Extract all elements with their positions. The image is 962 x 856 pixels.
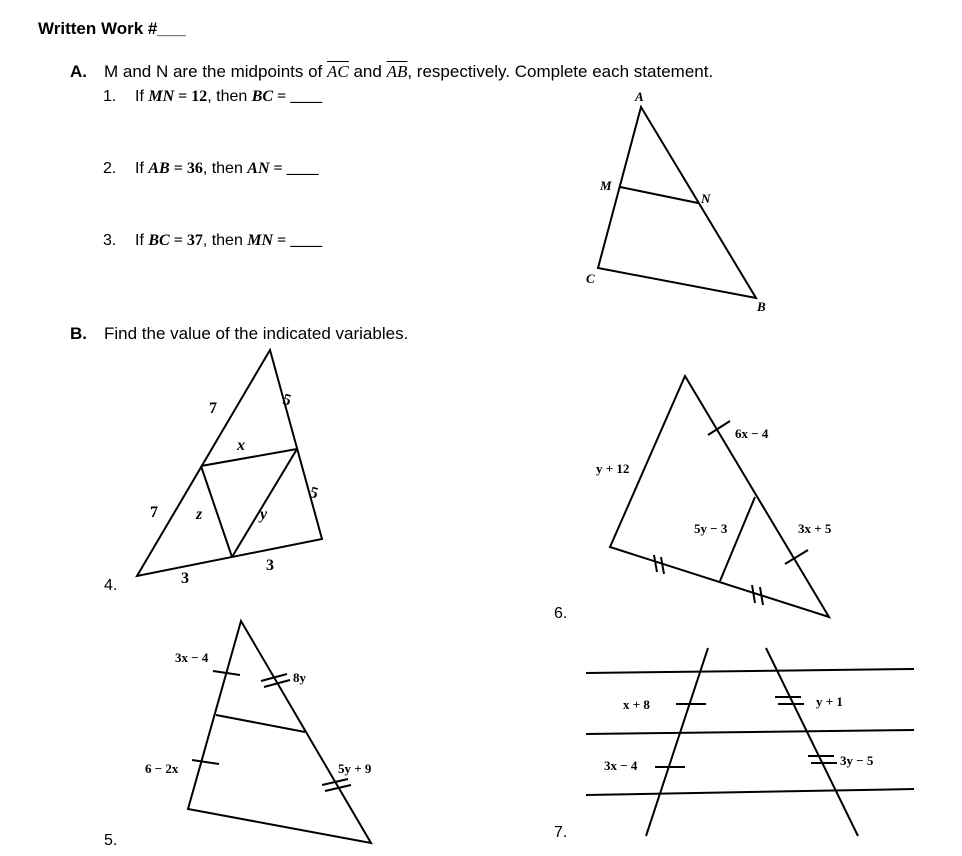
item-text: If <box>135 88 149 105</box>
label-8y: 8y <box>293 670 306 685</box>
label-3x+5: 3x + 5 <box>798 521 832 536</box>
label-3x-4: 3x − 4 <box>175 650 209 665</box>
item-text: , then <box>207 88 252 105</box>
problem-5-number: 5. <box>104 832 118 849</box>
label-3x-4-b: 3x − 4 <box>604 758 638 773</box>
part-a-letter: A. <box>70 62 87 81</box>
vertex-b-label: B <box>757 299 766 314</box>
part-b-letter: B. <box>70 324 87 343</box>
label-x: x <box>237 437 245 454</box>
item-number: 3. <box>103 232 117 249</box>
item-var: AB <box>148 160 170 177</box>
problem-6-figure <box>610 376 829 617</box>
item-eq: = <box>169 232 187 249</box>
item-number: 2. <box>103 160 117 177</box>
item-text: If <box>135 232 149 249</box>
item-value: 36 <box>186 160 203 177</box>
item-text: If <box>135 160 149 177</box>
vertex-a-label: A <box>635 89 644 104</box>
item-var: BC <box>251 88 274 105</box>
item-var: BC <box>148 232 170 249</box>
part-b-prompt: Find the value of the indicated variables. <box>104 324 409 343</box>
label-5y-3: 5y − 3 <box>694 521 728 536</box>
label-6x-4: 6x − 4 <box>735 426 769 441</box>
label-y+1: y + 1 <box>816 694 843 709</box>
label-y: y <box>260 506 268 523</box>
item-value: 37 <box>186 232 203 249</box>
label-3-left: 3 <box>181 570 189 587</box>
part-a-prompt-pre: M and N are the midpoints of <box>104 62 328 81</box>
worksheet-title: Written Work #___ <box>38 19 186 38</box>
item-number: 1. <box>103 88 117 105</box>
answer-blank: = ____ <box>273 232 323 249</box>
item-eq: = <box>169 160 187 177</box>
midpoint-m-label: M <box>600 178 612 193</box>
label-5-top: 5 <box>280 390 293 410</box>
answer-blank: = ____ <box>269 160 319 177</box>
label-7-top: 7 <box>209 400 217 417</box>
item-var: MN <box>247 232 274 249</box>
label-3-right: 3 <box>266 557 274 574</box>
segment-ac: $\overline{AC}$ <box>327 62 349 81</box>
item-value: 12 <box>191 88 208 105</box>
problem-4-figure <box>137 350 322 576</box>
item-eq: = <box>174 88 192 105</box>
label-5-bottom: 5 <box>307 483 320 503</box>
label-6-2x: 6 − 2x <box>145 761 179 776</box>
label-z: z <box>196 506 203 523</box>
answer-blank: = ____ <box>273 88 323 105</box>
item-text: , then <box>202 160 248 177</box>
midpoint-n-label: N <box>701 191 711 206</box>
segment-ab: $\overline{AB}$ <box>386 62 408 81</box>
problem-7-figure <box>586 648 914 836</box>
problem-7-number: 7. <box>554 824 568 841</box>
figure-a-triangle <box>598 107 756 298</box>
vertex-c-label: C <box>586 271 595 286</box>
label-7-bottom: 7 <box>150 504 158 521</box>
item-var: MN <box>148 88 175 105</box>
label-5y+9: 5y + 9 <box>338 761 372 776</box>
label-y+12: y + 12 <box>596 461 630 476</box>
part-a-prompt-mid: and <box>348 62 387 81</box>
label-3y-5: 3y − 5 <box>840 753 874 768</box>
item-var: AN <box>247 160 270 177</box>
label-x+8: x + 8 <box>623 697 650 712</box>
problem-6-number: 6. <box>554 605 568 622</box>
problem-5-figure <box>188 621 371 843</box>
part-a-prompt-post: , respectively. Complete each statement. <box>407 62 714 81</box>
problem-4-number: 4. <box>104 577 118 594</box>
item-text: , then <box>202 232 248 249</box>
